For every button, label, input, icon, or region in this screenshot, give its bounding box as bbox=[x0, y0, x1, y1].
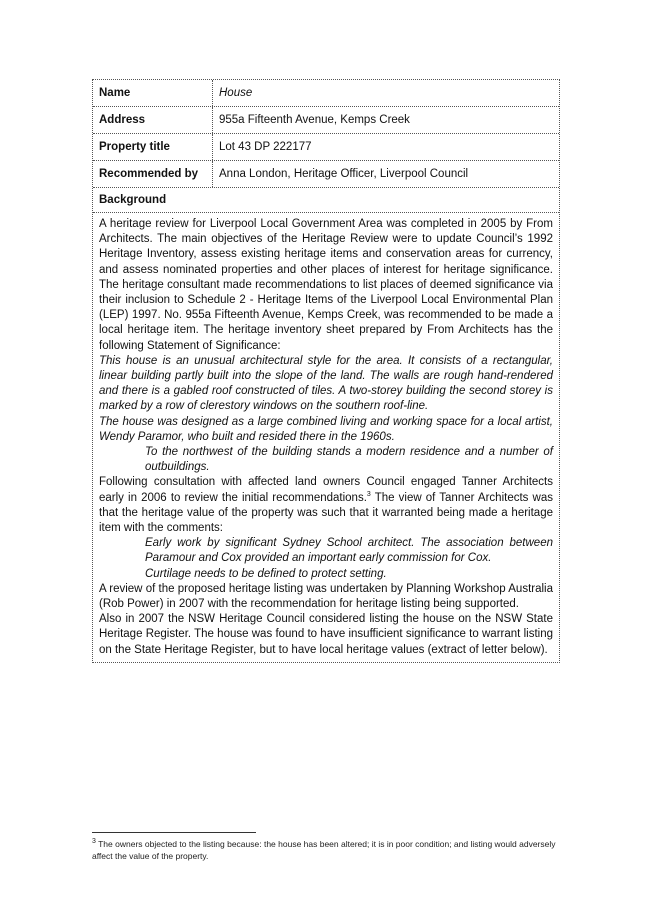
label-recommended-by: Recommended by bbox=[93, 161, 213, 187]
label-name: Name bbox=[93, 80, 213, 106]
footnote bbox=[92, 838, 560, 862]
value-name: House bbox=[219, 87, 253, 99]
value-property-title: Lot 43 DP 222177 bbox=[219, 141, 312, 153]
row-address bbox=[93, 107, 559, 134]
tanner-quote-2: Curtilage needs to be defined to protect setting. bbox=[145, 567, 387, 580]
label-property-title: Property title bbox=[93, 134, 213, 160]
paragraph-2-text-b: The view of Tanner Architects was that the heritage value of the property was such that it warranted being made a heritage item with the comments: bbox=[99, 491, 553, 535]
background-paragraph-1: A heritage review for Liverpool Local Government Area was completed in 2005 by From Architects. The main objectives of the Heritage Review were to update Council’s 1992 Heritage Inventory, assess existing heritage items and conservation areas for currency, and assess nominated properties and other places of interest for heritage significance. The heritage consultant made recommendations to list places of deemed significance via their inclusion to Schedule 2 - Heritage Items of the Liverpool Local Environmental Plan (LEP) 1997. No. 955a Fifteenth Avenue, Kemps Creek, was recommended to be made a local heritage item. The heritage inventory sheet prepared by From Architects has the following Statement of Significance: bbox=[99, 218, 553, 352]
footnote-separator bbox=[92, 832, 256, 833]
footnote-text: The owners objected to the listing because: the house has been altered; it is in poor condition; and listing would adversely affect the value of the property. bbox=[92, 839, 556, 861]
value-recommended-by: Anna London, Heritage Officer, Liverpool Council bbox=[219, 168, 469, 180]
background-paragraph-4: Also in 2007 the NSW Heritage Council considered listing the house on the NSW State Heritage Register. The house was found to have insufficient significance to warrant listing on the State Heritage Register, but to have local heritage values (extract of letter below). bbox=[99, 613, 553, 656]
tanner-quote-1: Early work by significant Sydney School architect. The association between Paramour and Cox provided an important early commission for Cox. bbox=[145, 537, 553, 565]
heritage-table bbox=[92, 79, 560, 663]
row-property-title bbox=[93, 134, 559, 161]
paragraph-2-text-a: Following consultation with affected land owners Council engaged Tanner Architects early in 2006 to review the initial recommendations. bbox=[99, 476, 553, 504]
background-body bbox=[93, 213, 559, 662]
label-address: Address bbox=[93, 107, 213, 133]
significance-quote-2: The house was designed as a large combined living and working space for a local artist, Wendy Paramor, who built and resided there in the 1960s. bbox=[99, 415, 553, 443]
background-paragraph-3: A review of the proposed heritage listing was undertaken by Planning Workshop Australia (Rob Power) in 2007 with the recommendation for heritage listing being supported. bbox=[99, 582, 553, 611]
significance-quote-3: To the northwest of the building stands a modern residence and a number of outbuildings. bbox=[145, 446, 553, 474]
background-heading: Background bbox=[93, 188, 559, 213]
footnote-number: 3 bbox=[92, 838, 96, 846]
row-name bbox=[93, 80, 559, 107]
significance-quote-1: This house is an unusual architectural style for the area. It consists of a rectangular, linear building partly built into the slope of the land. The walls are rough hand-rendered and there is a gabled roof constructed of tiles. A two-storey building the second storey is marked by a row of clerestory windows on the southern roof-line. bbox=[99, 354, 553, 413]
row-recommended-by bbox=[93, 161, 559, 188]
value-address: 955a Fifteenth Avenue, Kemps Creek bbox=[219, 114, 410, 126]
background-paragraph-2 bbox=[99, 475, 553, 536]
footnote-reference: 3 bbox=[366, 490, 371, 498]
